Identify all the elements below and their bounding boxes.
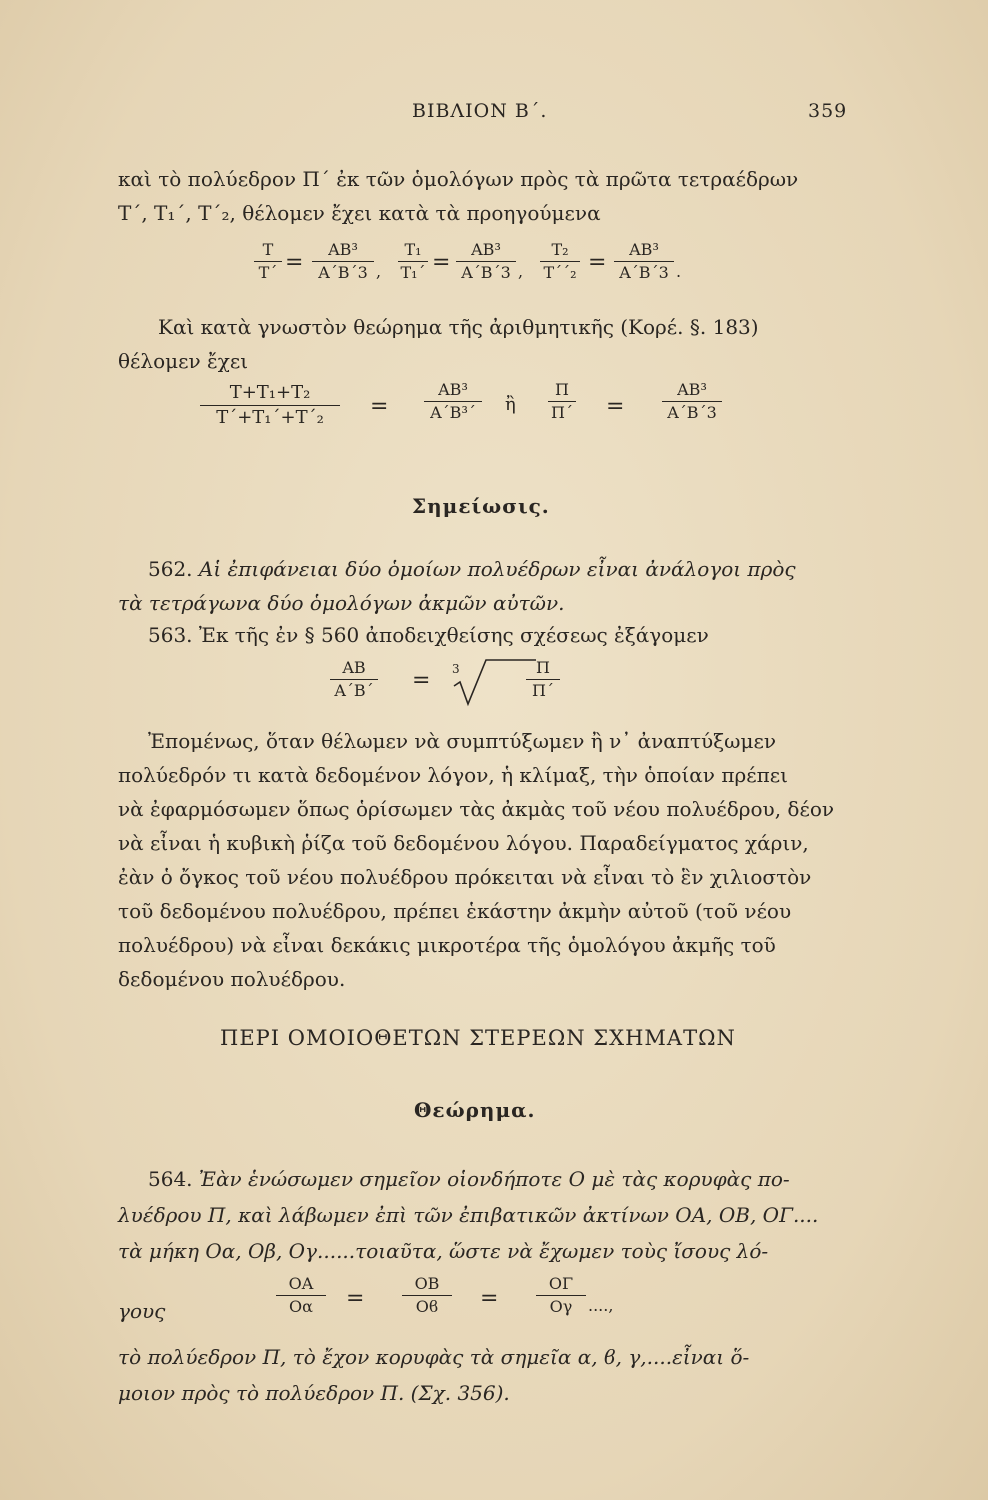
equals-sign: = xyxy=(346,1286,365,1311)
paragraph-564-line: λυέδρου Π, καὶ λάβωμεν ἐπὶ τῶν ἐπιβατικῶν ἀκτίνων ΟΑ, ΟΒ, ΟΓ.... xyxy=(118,1203,819,1227)
paragraph-564-line: μοιον πρὸς τὸ πολύεδρον Π. (Σχ. 356). xyxy=(118,1381,510,1405)
or-word: ἢ xyxy=(505,394,516,415)
equals-sign: = xyxy=(285,250,304,275)
text-line: καὶ τὸ πολύεδρον Π΄ ἐκ τῶν ὁμολόγων πρὸς τὰ πρῶτα τετραέδρων xyxy=(118,167,799,191)
fraction: AB³ A΄B΄3 xyxy=(312,240,374,283)
text-line: πολυέδρου) νὰ εἶναι δεκάκις μικροτέρα τῆς ὁμολόγου ἀκμῆς τοῦ xyxy=(118,933,776,957)
text-line: δεδομένου πολυέδρου. xyxy=(118,967,346,991)
book-page: ΒΙΒΛΙΟΝ Β΄. 359 καὶ τὸ πολύεδρον Π΄ ἐκ τῶν ὁμολόγων πρὸς τὰ πρῶτα τετραέδρων Τ΄, Τ₁΄, Τ΄₂, θέλομεν ἔχει κατὰ τὰ προηγούμενα T T΄ = AB³ A΄B΄3 , T₁ T₁΄ = AB³ A΄B΄3 , T₂ T΄΄₂ = AB³ A΄B΄3 . Καὶ κατὰ γνωστὸν θεώρημα τῆς ἀριθμητικῆς (Κορέ. §. 183) θέλομεν ἔχει T+T₁+T₂ T΄+T₁΄+T΄₂ = AB³ A΄B³΄ ἢ Π Π΄ = AB³ A΄B΄3 Σημείωσις. 562. Αἱ ἐπιφάνειαι δύο ὁμοίων πολυέδρων εἶναι ἀνάλογοι πρὸς τὰ τετράγωνα δύο ὁμολόγων ἀκμῶν αὐτῶν. 563. Ἐκ τῆς ἐν § 560 ἀποδειχθείσης σχέσεως ἐξάγομεν AB A΄B΄ = 3 Π Π΄ Ἐπομένως, ὅταν θέλωμεν νὰ συμπτύξωμεν ἢ ν᾽ ἀναπτύξωμεν πολύεδρόν τι κατὰ δεδομένον λόγον, ἡ κλίμαξ, τὴν ὁποίαν πρέπει νὰ ἐφαρμόσωμεν ὅπως ὁρίσωμεν τὰς ἀκμὰς τοῦ νέου πολυέδρου, δέον νὰ εἶναι ἡ κυβικὴ ῥίζα τοῦ δεδομένου λόγου. Παραδείγματος χάριν, ἐὰν ὁ ὄγκος τοῦ νέου πολυέδρου πρόκειται νὰ εἶναι τὸ ἓν χιλιοστὸν τοῦ δεδομένου πολυέδρου, πρέπει ἑκάστην ἀκμὴν αὐτοῦ (τοῦ νέου πολυέδρου) νὰ εἶναι δεκάκις μικροτέρα τῆς ὁμολόγου ἀκμῆς τοῦ δεδομένου πολυέδρου. ΠΕΡΙ ΟΜΟΙΟΘΕΤΩΝ ΣΤΕΡΕΩΝ ΣΧΗΜΑΤΩΝ Θεώρημα. 564. Ἐὰν ἑνώσωμεν σημεῖον οἱονδήποτε Ο μὲ τὰς κορυφὰς πο- λυέδρου Π, καὶ λάβωμεν ἐπὶ τῶν ἐπιβατικῶν ἀκτίνων ΟΑ, ΟΒ, ΟΓ.... τὰ μήκη Οα, Οβ, Ογ......τοιαῦτα, ὥστε νὰ ἔχωμεν τοὺς ἴσους λό- γους OA Oα = OB Oϐ = OΓ Oγ ...., τὸ πολύεδρον Π, τὸ ἔχον κορυφὰς τὰ σημεῖα α, ϐ, γ,....εἶναι ὅ- μοιον πρὸς τὸ πολύεδρον Π. (Σχ. 356). xyxy=(0,0,988,1500)
equals-sign: = xyxy=(606,394,625,419)
equals-sign: = xyxy=(412,668,431,693)
chapter-title: ΠΕΡΙ ΟΜΟΙΟΘΕΤΩΝ ΣΤΕΡΕΩΝ ΣΧΗΜΑΤΩΝ xyxy=(220,1026,736,1050)
fraction: AB³ A΄B³΄ xyxy=(424,380,482,423)
paragraph-564-line: τὰ μήκη Οα, Οβ, Ογ......τοιαῦτα, ὥστε νὰ ἔχωμεν τοὺς ἴσους λό- xyxy=(118,1239,769,1263)
fraction: OA Oα xyxy=(276,1274,326,1317)
text-line: νὰ εἶναι ἡ κυβικὴ ῥίζα τοῦ δεδομένου λόγου. Παραδείγματος χάριν, xyxy=(118,831,809,855)
text-fragment: γους xyxy=(118,1299,166,1323)
paragraph-563-line: 563. Ἐκ τῆς ἐν § 560 ἀποδειχθείσης σχέσεως ἐξάγομεν xyxy=(148,623,709,647)
root-index: 3 xyxy=(452,662,460,676)
paragraph-562-line: 562. Αἱ ἐπιφάνειαι δύο ὁμοίων πολυέδρων εἶναι ἀνάλογοι πρὸς xyxy=(148,557,796,581)
equals-sign: = xyxy=(370,394,389,419)
fraction: T T΄ xyxy=(254,240,282,283)
paragraph-562-line: τὰ τετράγωνα δύο ὁμολόγων ἀκμῶν αὐτῶν. xyxy=(118,591,565,615)
section-heading: Σημείωσις. xyxy=(412,494,550,518)
equals-sign: = xyxy=(480,1286,499,1311)
fraction: T₂ T΄΄₂ xyxy=(540,240,580,283)
text-line: θέλομεν ἔχει xyxy=(118,349,249,373)
fraction: Π Π΄ xyxy=(526,658,560,701)
fraction: AB³ A΄B΄3 xyxy=(614,240,674,283)
fraction: T₁ T₁΄ xyxy=(398,240,428,283)
running-title: ΒΙΒΛΙΟΝ Β΄. xyxy=(412,100,548,122)
text-line: πολύεδρόν τι κατὰ δεδομένον λόγον, ἡ κλίμαξ, τὴν ὁποίαν πρέπει xyxy=(118,763,788,787)
equals-sign: = xyxy=(588,250,607,275)
fraction: T+T₁+T₂ T΄+T₁΄+T΄₂ xyxy=(200,382,340,429)
fraction: AB A΄B΄ xyxy=(330,658,378,701)
section-heading: Θεώρημα. xyxy=(414,1098,536,1122)
fraction: OΓ Oγ xyxy=(536,1274,586,1317)
fraction: AB³ A΄B΄3 xyxy=(456,240,516,283)
text-line: Τ΄, Τ₁΄, Τ΄₂, θέλομεν ἔχει κατὰ τὰ προηγούμενα xyxy=(118,201,601,225)
text-line: ἐὰν ὁ ὄγκος τοῦ νέου πολυέδρου πρόκειται νὰ εἶναι τὸ ἓν χιλιοστὸν xyxy=(118,865,812,889)
equals-sign: = xyxy=(432,250,451,275)
text-line: Ἐπομένως, ὅταν θέλωμεν νὰ συμπτύξωμεν ἢ ν᾽ ἀναπτύξωμεν xyxy=(148,729,777,753)
paragraph-number: 564. xyxy=(148,1167,193,1191)
paragraph-number: 563. xyxy=(148,623,193,647)
text-line: Καὶ κατὰ γνωστὸν θεώρημα τῆς ἀριθμητικῆς (Κορέ. §. 183) xyxy=(158,315,759,339)
paragraph-564-line: 564. Ἐὰν ἑνώσωμεν σημεῖον οἱονδήποτε Ο μὲ τὰς κορυφὰς πο- xyxy=(148,1167,790,1191)
fraction: AB³ A΄B΄3 xyxy=(662,380,722,423)
text-line: νὰ ἐφαρμόσωμεν ὅπως ὁρίσωμεν τὰς ἀκμὰς τοῦ νέου πολυέδρου, δέον xyxy=(118,797,835,821)
text-line: τοῦ δεδομένου πολυέδρου, πρέπει ἑκάστην ἀκμὴν αὐτοῦ (τοῦ νέου xyxy=(118,899,792,923)
page-number: 359 xyxy=(808,100,848,122)
fraction: Π Π΄ xyxy=(548,380,576,423)
paragraph-number: 562. xyxy=(148,557,193,581)
paragraph-564-line: τὸ πολύεδρον Π, τὸ ἔχον κορυφὰς τὰ σημεῖα α, ϐ, γ,....εἶναι ὅ- xyxy=(118,1345,750,1369)
text-fragment: ...., xyxy=(588,1296,614,1315)
fraction: OB Oϐ xyxy=(402,1274,452,1317)
